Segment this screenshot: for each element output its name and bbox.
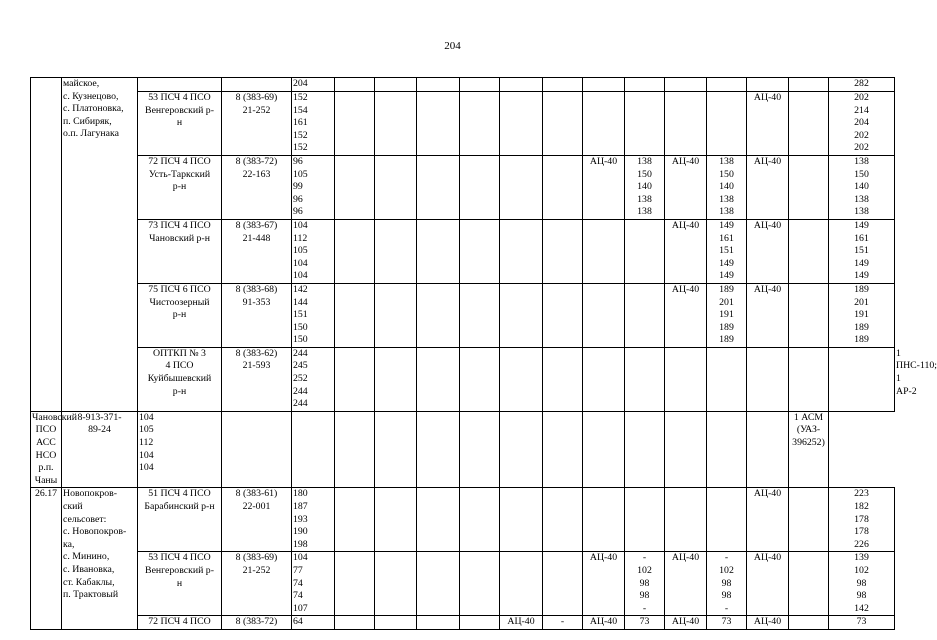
unit-cell: 72 ПСЧ 4 ПСО Усть-Таркский р-н: [138, 155, 222, 219]
equipment-cell: [375, 411, 417, 488]
table-row: [31, 78, 895, 92]
distance-cell-line: 138: [637, 155, 652, 167]
unit-cell: 75 ПСЧ 6 ПСО Чистоозерный р-н: [138, 283, 222, 347]
distance-cell: [707, 219, 747, 283]
distance-cell-line: 99: [293, 181, 303, 193]
distance-cell-line: 149: [719, 270, 734, 282]
total-distance-cell-line: 139: [854, 552, 869, 564]
distance-cell-line: 152: [293, 129, 308, 141]
unit-cell: 73 ПСЧ 4 ПСО Чановский р-н: [138, 219, 222, 283]
table-row: [31, 155, 895, 219]
distance-cell-line: 189: [719, 334, 734, 346]
distance-cell-line: 102: [719, 564, 734, 576]
distance-cell-line: 104: [139, 462, 154, 474]
distance-cell: [292, 347, 335, 411]
distance-cell-line: 138: [637, 193, 652, 205]
unit-cell: ОПТКП № 3 4 ПСО Куйбышевский р-н: [138, 347, 222, 411]
table-row: [31, 283, 895, 347]
distance-cell-line: 152: [293, 142, 308, 154]
equipment-cell: [460, 552, 500, 616]
distance-cell-line: 77: [293, 564, 303, 576]
total-distance-cell-line: 98: [856, 577, 867, 589]
equipment-cell: [417, 411, 460, 488]
equipment-cell: [460, 411, 500, 488]
equipment-cell: [417, 347, 460, 411]
distance-cell-line: 73: [721, 616, 732, 628]
total-distance-cell-line: 191: [854, 309, 869, 321]
equipment-cell: [417, 78, 460, 92]
distance-cell-line: 104: [293, 219, 308, 231]
distance-cell-line: 151: [719, 245, 734, 257]
distance-cell-line: 180: [293, 488, 308, 500]
locality-cell: Новопокров- ский сельсовет: с. Новопокров- ка, с. Минино, с. Ивановка, ст. Кабаклы, п. Трактовый: [62, 488, 138, 630]
equipment-cell: [375, 92, 417, 156]
equipment-cell: [500, 155, 543, 219]
equipment-cell: [335, 283, 375, 347]
distance-cell: [707, 552, 747, 616]
vehicle-cell: АЦ-40: [665, 616, 707, 630]
distance-cell: [625, 411, 665, 488]
distance-cell: [543, 411, 583, 488]
distance-cell: [292, 552, 335, 616]
distance-cell-line: 104: [293, 552, 308, 564]
total-distance-cell: [747, 411, 789, 488]
distance-cell-line: -: [642, 552, 647, 564]
table-row: [31, 219, 895, 283]
equipment-cell: [543, 92, 583, 156]
vehicle-cell: [665, 78, 707, 92]
page-number: 204: [444, 40, 461, 52]
equipment-cell: [417, 552, 460, 616]
distance-cell: [707, 411, 747, 488]
vehicle-cell: [665, 347, 707, 411]
equipment-cell: [417, 283, 460, 347]
vehicle-cell: АЦ-40: [747, 92, 789, 156]
vehicle-cell: [583, 92, 625, 156]
unit-cell: 72 ПСЧ 4 ПСО: [138, 616, 222, 630]
equipment-cell: [543, 488, 583, 552]
total-distance-cell-line: 282: [854, 78, 869, 89]
vehicle-cell: АЦ-40: [747, 552, 789, 616]
equipment-cell: [417, 616, 460, 630]
equipment-cell: [460, 92, 500, 156]
distance-cell: [789, 283, 829, 347]
distance-cell-line: 104: [293, 270, 308, 282]
distance-cell-line: 189: [719, 283, 734, 295]
distance-cell-line: 98: [639, 590, 650, 602]
distance-cell-line: 244: [293, 385, 308, 397]
distance-cell-line: 161: [293, 117, 308, 129]
distance-cell-line: 138: [637, 206, 652, 218]
distance-cell-line: 140: [637, 181, 652, 193]
equipment-cell: [543, 155, 583, 219]
distance-cell: [138, 411, 222, 488]
equipment-cell: [335, 92, 375, 156]
equipment-cell: [500, 92, 543, 156]
distance-cell-line: 64: [293, 616, 303, 628]
distance-cell: [625, 78, 665, 92]
total-distance-cell: [829, 219, 895, 283]
vehicle-cell: АЦ-40: [665, 552, 707, 616]
distance-cell-line: 96: [293, 193, 303, 205]
distance-cell: [707, 283, 747, 347]
equipment-cell: [335, 411, 375, 488]
equipment-cell: АЦ-40: [500, 616, 543, 630]
vehicle-cell: [747, 347, 789, 411]
distance-cell-line: 149: [719, 219, 734, 231]
equipment-cell: [375, 283, 417, 347]
distance-cell-line: 140: [719, 181, 734, 193]
vehicle-cell: [665, 92, 707, 156]
distance-cell: [625, 155, 665, 219]
table-row: [31, 92, 895, 156]
vehicle-cell: [583, 488, 625, 552]
total-distance-cell-line: 150: [854, 168, 869, 180]
distance-cell-line: 244: [293, 398, 308, 410]
equipment-cell: [543, 552, 583, 616]
vehicle-cell: АЦ-40: [583, 616, 625, 630]
equipment-cell: [375, 78, 417, 92]
vehicle-cell: АЦ-40: [665, 155, 707, 219]
fire-units-table: [30, 77, 937, 630]
equipment-cell: [417, 219, 460, 283]
distance-cell: [789, 219, 829, 283]
distance-cell-line: 107: [293, 602, 308, 614]
distance-cell-line: 104: [293, 257, 308, 269]
distance-cell-line: 150: [293, 334, 308, 346]
distance-cell: [292, 488, 335, 552]
distance-cell: [292, 616, 335, 630]
equipment-cell: [460, 78, 500, 92]
total-distance-cell-line: 161: [854, 232, 869, 244]
distance-cell-line: -: [724, 602, 729, 614]
total-distance-cell-line: 204: [854, 117, 869, 129]
phone-cell: 8 (383-69) 21-252: [222, 92, 292, 156]
distance-cell-line: [790, 78, 827, 91]
vehicle-cell: АЦ-40: [583, 552, 625, 616]
distance-cell: [707, 155, 747, 219]
vehicle-cell: АЦ-40: [747, 283, 789, 347]
vehicle-cell: [583, 283, 625, 347]
equipment-cell: [417, 92, 460, 156]
equipment-cell: [460, 283, 500, 347]
distance-cell-line: 74: [293, 590, 303, 602]
distance-cell-line: 138: [719, 155, 734, 167]
locality-cell: майское, с. Кузнецово, с. Платоновка, п. Сибиряк, о.п. Лагунака: [62, 78, 138, 412]
distance-cell-line: 98: [639, 577, 650, 589]
total-distance-cell-line: 149: [854, 270, 869, 282]
distance-cell: [292, 283, 335, 347]
total-distance-cell-line: 202: [854, 92, 869, 103]
unit-cell: [138, 78, 222, 92]
distance-cell: [625, 616, 665, 630]
vehicle-cell: [583, 78, 625, 92]
phone-cell: 8 (383-61) 22-001: [222, 488, 292, 552]
vehicle-cell: АЦ-40: [747, 155, 789, 219]
distance-cell: [625, 92, 665, 156]
vehicle-cell: [583, 347, 625, 411]
equipment-cell: [500, 488, 543, 552]
distance-cell-line: 138: [719, 206, 734, 218]
phone-cell: 8 (383-67) 21-448: [222, 219, 292, 283]
distance-cell: [707, 616, 747, 630]
equipment-cell: [500, 283, 543, 347]
equipment-cell: [417, 488, 460, 552]
equipment-cell: [460, 219, 500, 283]
distance-cell-line: 104: [139, 449, 154, 461]
distance-cell-line: 105: [139, 424, 154, 436]
total-distance-cell-line: 138: [854, 155, 869, 167]
distance-cell-line: 190: [293, 526, 308, 538]
equipment-cell: [335, 155, 375, 219]
distance-cell-line: 245: [293, 360, 308, 372]
distance-cell-line: 112: [139, 437, 154, 449]
distance-cell-line: 149: [719, 257, 734, 269]
phone-cell: [222, 78, 292, 92]
equipment-cell: [460, 155, 500, 219]
unit-cell: 53 ПСЧ 4 ПСО Венгеровский р- н: [138, 552, 222, 616]
distance-cell-line: 105: [293, 168, 308, 180]
distance-cell: [292, 219, 335, 283]
equipment-cell: [375, 347, 417, 411]
unit-cell: Чановский ПСО АСС НСО р.п. Чаны: [31, 411, 62, 488]
distance-cell: [789, 92, 829, 156]
distance-cell-line: 152: [293, 92, 308, 103]
phone-cell: 8 (383-72) 22-163: [222, 155, 292, 219]
distance-cell-line: 193: [293, 513, 308, 525]
total-distance-cell-line: 142: [854, 602, 869, 614]
total-distance-cell-line: 149: [854, 219, 869, 231]
table-row: ОПТКП № 3 4 ПСО Куйбышевский р-н 8 (383-62) 21-593 244 245 252 244 244 1 ПНС-110; 1 АР-2: [31, 347, 895, 411]
vehicle-cell: [500, 411, 543, 488]
distance-cell-line: 189: [719, 321, 734, 333]
total-distance-cell: [829, 347, 895, 411]
distance-cell-line: 150: [719, 168, 734, 180]
equipment-cell: [375, 616, 417, 630]
distance-cell: [625, 347, 665, 411]
distance-cell-line: 105: [293, 245, 308, 257]
distance-cell: [707, 78, 747, 92]
special-equipment-cell: 1 АСМ (УАЗ- 396252): [789, 411, 829, 488]
equipment-cell: [500, 347, 543, 411]
total-distance-cell: [829, 92, 895, 156]
vehicle-cell: АЦ-40: [747, 219, 789, 283]
total-distance-cell-line: 182: [854, 501, 869, 512]
distance-cell-line: 198: [293, 538, 308, 550]
total-distance-cell-line: 178: [854, 513, 869, 525]
equipment-cell: [335, 616, 375, 630]
distance-cell: [625, 552, 665, 616]
distance-cell-line: 150: [637, 168, 652, 180]
equipment-cell: [500, 78, 543, 92]
distance-cell: [707, 92, 747, 156]
distance-cell: [625, 283, 665, 347]
total-distance-cell-line: 151: [854, 245, 869, 257]
distance-cell: [789, 616, 829, 630]
total-distance-cell: [829, 155, 895, 219]
distance-cell-line: -: [724, 552, 729, 564]
distance-cell-line: 150: [293, 321, 308, 333]
distance-cell-line: 142: [293, 283, 308, 295]
distance-cell-line: 112: [293, 232, 308, 244]
vehicle-cell: АЦ-40: [747, 616, 789, 630]
table-row: [31, 411, 895, 488]
total-distance-cell-line: 98: [856, 590, 867, 602]
distance-cell-line: 104: [139, 411, 154, 423]
phone-cell: 8 (383-62) 21-593: [222, 347, 292, 411]
vehicle-cell: [665, 488, 707, 552]
equipment-cell: -: [543, 616, 583, 630]
unit-cell: 53 ПСЧ 4 ПСО Венгеровский р- н: [138, 92, 222, 156]
distance-cell-line: 138: [719, 193, 734, 205]
row-number: [31, 78, 62, 412]
total-distance-cell: [829, 552, 895, 616]
table-row: [31, 616, 895, 630]
phone-cell: 8 (383-69) 21-252: [222, 552, 292, 616]
total-distance-cell-line: 73: [856, 616, 867, 628]
distance-cell-line: 161: [719, 232, 734, 244]
equipment-cell: [335, 488, 375, 552]
total-distance-cell-line: 138: [854, 206, 869, 218]
total-distance-cell-line: 226: [854, 538, 869, 550]
equipment-cell: [375, 219, 417, 283]
total-distance-cell-line: 202: [854, 129, 869, 141]
vehicle-cell: АЦ-40: [583, 155, 625, 219]
phone-cell: 8-913-371- 89-24: [62, 411, 138, 488]
equipment-cell: [335, 219, 375, 283]
total-distance-cell: [829, 488, 895, 552]
vehicle-cell: [747, 78, 789, 92]
total-distance-cell-line: 178: [854, 526, 869, 538]
distance-cell-line: 96: [293, 206, 303, 218]
equipment-cell: [335, 552, 375, 616]
row-number: 26.17: [31, 488, 62, 630]
distance-cell-line: -: [642, 602, 647, 614]
equipment-cell: [500, 552, 543, 616]
unit-cell: 51 ПСЧ 4 ПСО Барабинский р-н: [138, 488, 222, 552]
distance-cell: [707, 347, 747, 411]
equipment-cell: [417, 155, 460, 219]
vehicle-cell: [583, 411, 625, 488]
equipment-cell: [375, 488, 417, 552]
distance-cell: [789, 78, 829, 92]
equipment-cell: [543, 347, 583, 411]
total-distance-cell-line: 223: [854, 488, 869, 500]
equipment-cell: [543, 78, 583, 92]
equipment-cell: [375, 552, 417, 616]
phone-cell: 8 (383-68) 91-353: [222, 283, 292, 347]
equipment-cell: [460, 347, 500, 411]
distance-cell-line: 244: [293, 347, 308, 359]
distance-cell-line: 102: [637, 564, 652, 576]
distance-cell: [789, 488, 829, 552]
distance-cell: [707, 488, 747, 552]
total-distance-cell: [829, 78, 895, 92]
vehicle-cell: [583, 219, 625, 283]
distance-cell: [292, 92, 335, 156]
distance-cell: [789, 347, 829, 411]
distance-cell-line: 252: [293, 373, 308, 385]
distance-cell: [292, 78, 335, 92]
total-distance-cell-line: 149: [854, 257, 869, 269]
total-distance-cell-line: 138: [854, 193, 869, 205]
total-distance-cell-line: 140: [854, 181, 869, 193]
total-distance-cell-line: 214: [854, 104, 869, 116]
total-distance-cell-line: 189: [854, 321, 869, 333]
equipment-cell: [543, 219, 583, 283]
total-distance-cell: [829, 616, 895, 630]
equipment-cell: [460, 488, 500, 552]
total-distance-cell: [829, 283, 895, 347]
distance-cell-line: 74: [293, 577, 303, 589]
total-distance-cell-line: 201: [854, 296, 869, 308]
distance-cell-line: 73: [639, 616, 650, 628]
vehicle-cell: [665, 411, 707, 488]
equipment-cell: [292, 411, 335, 488]
distance-cell: [625, 488, 665, 552]
distance-cell-line: 154: [293, 104, 308, 116]
equipment-cell: [335, 347, 375, 411]
distance-cell-line: 151: [293, 309, 308, 321]
distance-cell-line: 201: [719, 296, 734, 308]
equipment-cell: [500, 219, 543, 283]
vehicle-cell: АЦ-40: [665, 283, 707, 347]
phone-cell: 8 (383-72): [222, 616, 292, 630]
table-row: [31, 552, 895, 616]
table-row: [31, 488, 895, 552]
distance-cell-line: 144: [293, 296, 308, 308]
distance-cell: [625, 219, 665, 283]
total-distance-cell-line: 202: [854, 142, 869, 154]
vehicle-cell: АЦ-40: [747, 488, 789, 552]
distance-cell-line: 191: [719, 309, 734, 321]
distance-cell-line: 187: [293, 501, 308, 512]
equipment-cell: [375, 155, 417, 219]
distance-cell-line: 96: [293, 155, 303, 167]
distance-cell: [292, 155, 335, 219]
vehicle-cell: АЦ-40: [665, 219, 707, 283]
distance-cell: [789, 552, 829, 616]
total-distance-cell-line: 102: [854, 564, 869, 576]
distance-cell: [789, 155, 829, 219]
total-distance-cell-line: 189: [854, 283, 869, 295]
distance-cell-line: 98: [721, 577, 732, 589]
equipment-cell: [543, 283, 583, 347]
equipment-cell: [335, 78, 375, 92]
equipment-cell: [460, 616, 500, 630]
distance-cell-line: 204: [293, 78, 308, 89]
distance-cell-line: 98: [721, 590, 732, 602]
total-distance-cell-line: 189: [854, 334, 869, 346]
equipment-cell: [222, 411, 292, 488]
